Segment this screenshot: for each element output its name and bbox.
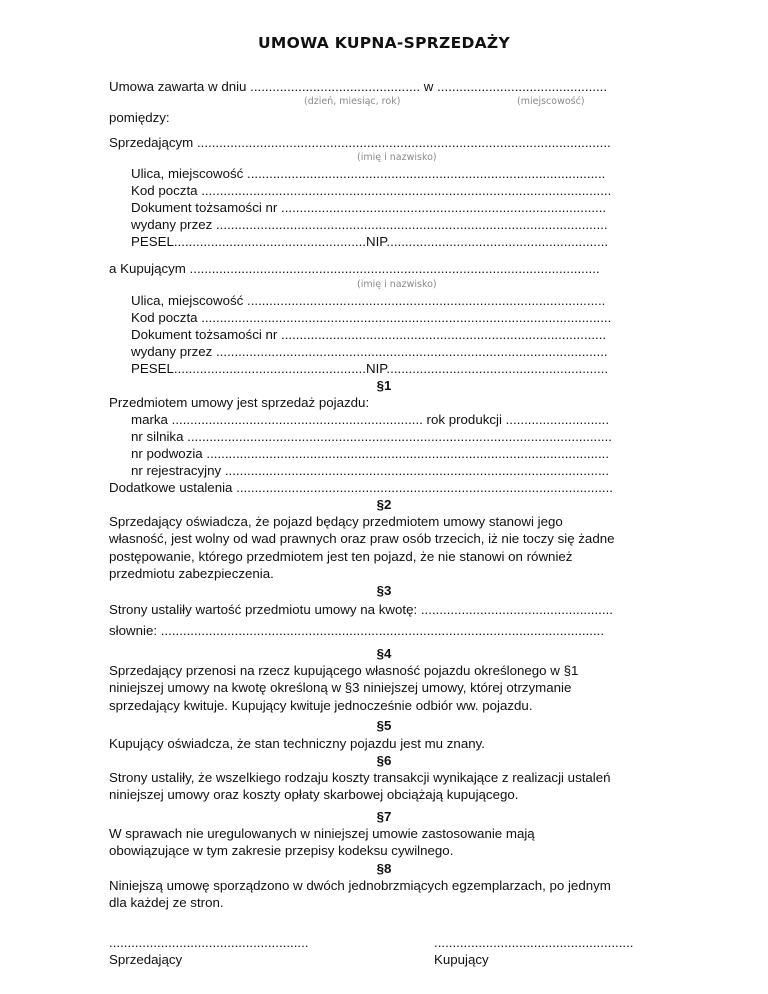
buyer-signature-line[interactable]: ...................................................... [434,935,634,950]
vehicle-make-year-field[interactable]: marka .................................................................... rok produkcji ............................ [131,412,610,427]
between-label: pomiędzy: [109,110,170,125]
paragraph-line: postępowanie, którego przedmiotem jest ten pojazd, że nie stanowi on również [109,548,573,564]
buyer-issued-field[interactable]: wydany przez .......................................................................................................... [131,344,608,359]
seller-issued-field[interactable]: wydany przez .......................................................................................................... [131,217,608,232]
intro-prefix: Umowa zawarta w dniu [109,79,251,94]
section-4-heading: §4 [376,646,392,661]
paragraph-line: Sprzedający przenosi na rzecz kupującego własność pojazdu określonego w §1 [109,663,579,678]
section-3-heading: §3 [376,583,392,598]
place-field[interactable]: .............................................. [437,79,608,94]
paragraph-line: W sprawach nie uregulowanych w niniejszej umowie zastosowanie mają [109,826,535,841]
section-7-heading: §7 [376,809,392,824]
section-7-text [109,825,659,860]
buyer-name-field[interactable]: a Kupującym ............................................................................................................... [109,261,600,276]
price-words-field[interactable]: słownie: ........................................................................................................................ [109,623,605,638]
additional-terms-field[interactable]: Dodatkowe ustalenia ...................................................................................................... [109,480,613,495]
vehicle-chassis-field[interactable]: nr podwozia ............................................................................................................. [131,446,610,461]
date-field[interactable]: .............................................. [250,79,421,94]
section-8-text [109,877,659,912]
paragraph-line: własność, jest wolny od wad prawnych oraz praw osób trzecich, iż nie toczy się żadne [109,531,615,547]
section-2-heading: §2 [376,497,392,512]
vehicle-engine-field[interactable]: nr silnika ................................................................................................................... [131,429,613,444]
paragraph-line: Sprzedający oświadcza, że pojazd będący przedmiotem umowy stanowi jego [109,514,563,529]
seller-caption: (imię i nazwisko) [357,152,437,163]
seller-name-field[interactable]: Sprzedającym ................................................................................................................ [109,135,611,150]
paragraph-line: Strony ustaliły, że wszelkiego rodzaju koszty transakcji wynikające z realizacji ustaleń [109,770,611,785]
price-field[interactable]: Strony ustaliły wartość przedmiotu umowy na kwotę: .................................................... [109,602,613,617]
buyer-postcode-field[interactable]: Kod poczta ............................................................................................................... [131,310,612,325]
section-2-text [109,513,659,583]
caption-place: (miejscowość) [517,96,585,107]
seller-pesel-nip-field[interactable]: PESEL....................................................NIP............................................................ [131,234,609,249]
buyer-id-field[interactable]: Dokument tożsamości nr ........................................................................................ [131,327,607,342]
intro-mid: w [420,79,438,94]
section-6-heading: §6 [376,753,392,768]
paragraph-line: Niniejszą umowę sporządzono w dwóch jednobrzmiących egzemplarzach, po jednym [109,878,611,893]
seller-postcode-field[interactable]: Kod poczta ............................................................................................................... [131,183,612,198]
seller-id-field[interactable]: Dokument tożsamości nr ........................................................................................ [131,200,607,215]
section-8-heading: §8 [376,861,392,876]
paragraph-line: niniejszej umowy oraz koszty opłaty skarbowej obciążają kupującego. [109,787,519,803]
paragraph-line: Kupujący oświadcza, że stan techniczny pojazdu jest mu znany. [109,736,485,751]
paragraph-line: sprzedający kwituje. Kupujący kwituje jednocześnie odbiór ww. pojazdu. [109,697,533,713]
section-5-heading: §5 [376,718,392,733]
paragraph-line: przedmiotu zabezpieczenia. [109,566,274,582]
section-6-text [109,769,659,804]
section-1-intro: Przedmiotem umowy jest sprzedaż pojazdu: [109,395,370,410]
caption-date: (dzień, miesiąc, rok) [304,96,401,107]
section-1-heading: §1 [376,378,392,393]
paragraph-line: dla każdej ze stron. [109,895,224,911]
section-5-text [109,735,659,752]
buyer-street-field[interactable]: Ulica, miejscowość ................................................................................................. [131,293,606,308]
seller-signature-line[interactable]: ...................................................... [109,935,309,950]
seller-street-field[interactable]: Ulica, miejscowość ................................................................................................. [131,166,606,181]
buyer-signature-label: Kupujący [434,952,489,967]
buyer-caption: (imię i nazwisko) [357,279,437,290]
buyer-pesel-nip-field[interactable]: PESEL....................................................NIP............................................................ [131,361,609,376]
document-title: UMOWA KUPNA-SPRZEDAŻY [258,34,510,52]
paragraph-line: niniejszej umowy na kwotę określoną w §3 niniejszej umowy, której otrzymanie [109,680,572,696]
vehicle-registration-field[interactable]: nr rejestracyjny ........................................................................................................ [131,463,610,478]
section-4-text [109,662,659,714]
paragraph-line: obowiązujące w tym zakresie przepisy kodeksu cywilnego. [109,843,454,859]
intro-line [109,78,653,95]
seller-signature-label: Sprzedający [109,952,183,967]
